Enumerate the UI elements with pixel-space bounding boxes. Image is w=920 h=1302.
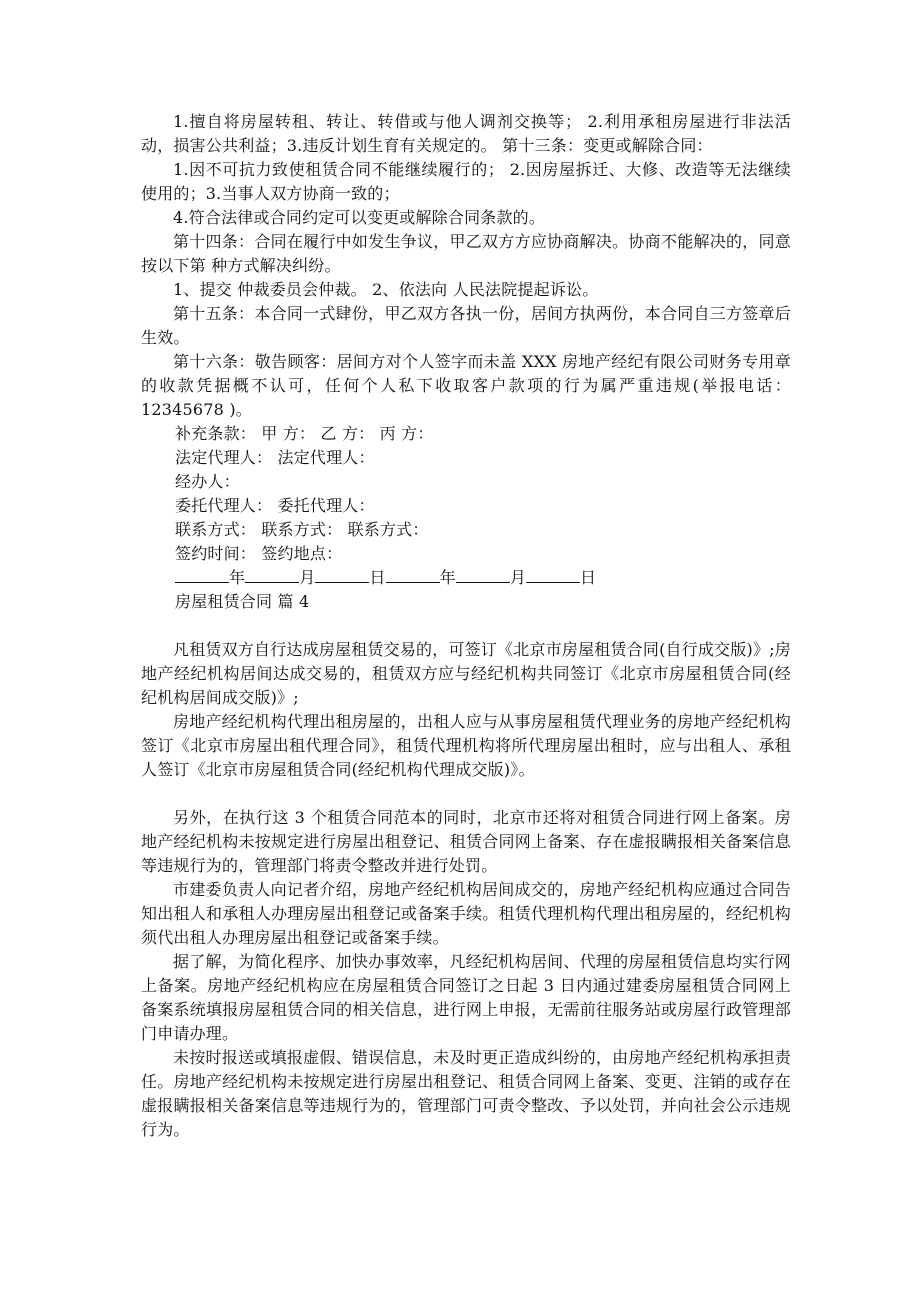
blank-underline <box>386 566 440 583</box>
blank-underline <box>175 566 229 583</box>
document-page <box>141 110 791 1142</box>
clause-paragraph: 1、提交 仲裁委员会仲裁。 2、依法向 人民法院提起诉讼。 <box>173 280 599 299</box>
spacer <box>141 782 791 806</box>
clause-paragraph: 第十四条：合同在履行中如发生争议，甲乙双方方应协商解决。协商不能解决的，同意按以下第 种方式解决纠纷。 <box>141 232 791 275</box>
body-paragraph: 据了解，为简化程序、加快办事效率，凡经纪机构居间、代理的房屋租赁信息均实行网上备案。房地产经纪机构应在房屋租赁合同签订之日起 3 日内通过建委房屋租赁合同网上备案系统填报房屋租赁合同的相关信息，进行网上申报，无需前往服务站或房屋行政管理部门申请办理。 <box>141 952 791 1043</box>
date-line: 年 月 日 年 月 日 <box>141 566 791 590</box>
clause-paragraph: 1.因不可抗力致使租赁合同不能继续履行的； 2.因房屋拆迁、大修、改造等无法继续使用的；3.当事人双方协商一致的； <box>141 160 791 203</box>
body-paragraph: 房地产经纪机构代理出租房屋的，出租人应与从事房屋租赁代理业务的房地产经纪机构签订《北京市房屋出租代理合同》，租赁代理机构将所代理房屋出租时，应与出租人、承租人签订《北京市房屋租赁合同(经纪机构代理成交版)》。 <box>141 712 791 779</box>
clause-paragraph: 第十五条：本合同一式肆份，甲乙双方各执一份，居间方执两份，本合同自三方签章后生效。 <box>141 304 791 347</box>
clause-paragraph: 第十六条：敬告顾客：居间方对个人签字而未盖 XXX 房地产经纪有限公司财务专用章的收款凭据概不认可，任何个人私下收取客户款项的行为属严重违规(举报电话： 12345678 )。 <box>141 352 791 419</box>
body-paragraph: 凡租赁双方自行达成房屋租赁交易的，可签订《北京市房屋租赁合同(自行成交版)》;房地产经纪机构居间达成交易的，租赁双方应与经纪机构共同签订《北京市房屋租赁合同(经纪机构居间成交版)》; <box>141 640 791 707</box>
body-paragraph: 另外，在执行这 3 个租赁合同范本的同时，北京市还将对租赁合同进行网上备案。房地产经纪机构未按规定进行房屋出租登记、租赁合同网上备案、存在虚报瞒报相关备案信息等违规行为的，管理部门将责令整改并进行处罚。 <box>141 808 791 875</box>
clause-paragraph: 1.擅自将房屋转租、转让、转借或与他人调剂交换等； 2.利用承租房屋进行非法活动，损害公共利益；3.违反计划生育有关规定的。 第十三条：变更或解除合同： <box>141 112 791 155</box>
contact-line: 联系方式： 联系方式： 联系方式： <box>175 520 429 539</box>
supplement-line: 补充条款： 甲 方： 乙 方： 丙 方： <box>175 424 434 443</box>
body-paragraph: 未按时报送或填报虚假、错误信息，未及时更正造成纠纷的，由房地产经纪机构承担责任。房地产经纪机构未按规定进行房屋出租登记、租赁合同网上备案、变更、注销的或存在虚报瞒报相关备案信息等违规行为的，管理部门可责令整改、予以处罚，并向社会公示违规行为。 <box>141 1048 791 1139</box>
blank-underline <box>456 566 510 583</box>
blank-underline <box>245 566 299 583</box>
blank-underline <box>526 566 580 583</box>
blank-underline <box>315 566 369 583</box>
handler-line: 经办人： <box>175 472 240 491</box>
agent-line: 委托代理人： 委托代理人： <box>175 496 375 515</box>
section-title: 房屋租赁合同 篇 4 <box>175 592 310 611</box>
sign-time-place-line: 签约时间： 签约地点： <box>175 544 343 563</box>
legal-rep-line: 法定代理人： 法定代理人： <box>175 448 375 467</box>
spacer <box>141 614 791 638</box>
clause-paragraph: 4.符合法律或合同约定可以变更或解除合同条款的。 <box>173 208 546 227</box>
body-paragraph: 市建委负责人向记者介绍，房地产经纪机构居间成交的，房地产经纪机构应通过合同告知出租人和承租人办理房屋出租登记或备案手续。租赁代理机构代理出租房屋的，经纪机构须代出租人办理房屋出租登记或备案手续。 <box>141 880 791 947</box>
